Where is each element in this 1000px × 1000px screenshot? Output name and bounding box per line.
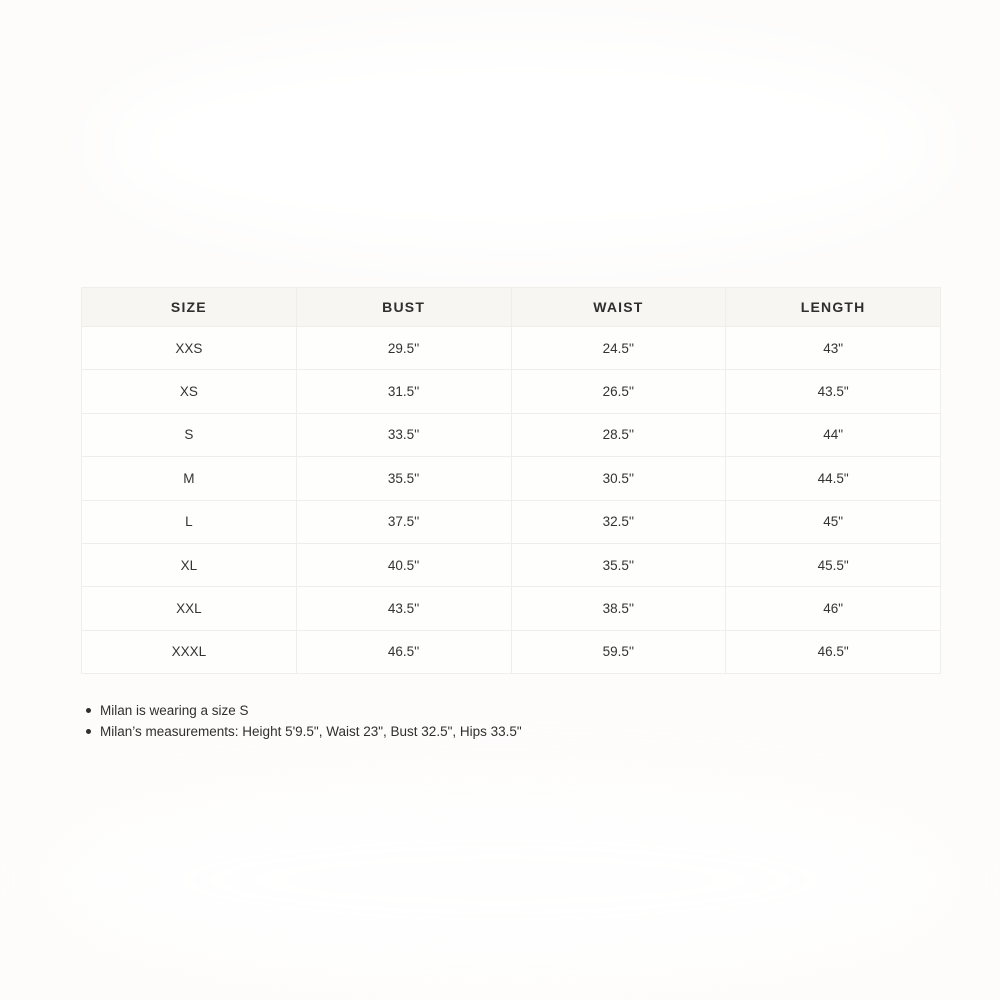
background-highlight [40,780,960,980]
size-chart-body [82,327,941,674]
cell-length: 45" [726,500,941,543]
cell-size: S [82,413,297,456]
cell-size: L [82,500,297,543]
cell-waist: 28.5'' [511,413,726,456]
cell-length: 43.5" [726,370,941,413]
cell-waist: 59.5'' [511,630,726,673]
header-row [82,288,941,327]
cell-length: 46" [726,587,941,630]
note-measurements: Milan’s measurements: Height 5'9.5", Waist 23", Bust 32.5", Hips 33.5" [100,724,522,739]
size-chart-header [82,288,941,327]
model-notes [86,700,522,742]
table-row [82,543,941,586]
cell-bust: 37.5'' [296,500,511,543]
header-waist: WAIST [511,288,726,327]
cell-size: XL [82,543,297,586]
cell-length: 46.5" [726,630,941,673]
cell-bust: 35.5'' [296,457,511,500]
size-chart [81,287,941,674]
cell-bust: 46.5'' [296,630,511,673]
cell-waist: 26.5'' [511,370,726,413]
cell-size: XXXL [82,630,297,673]
cell-bust: 29.5'' [296,327,511,370]
cell-bust: 43.5'' [296,587,511,630]
cell-waist: 35.5'' [511,543,726,586]
cell-length: 45.5" [726,543,941,586]
table-row [82,500,941,543]
cell-bust: 31.5'' [296,370,511,413]
cell-waist: 32.5'' [511,500,726,543]
cell-size: M [82,457,297,500]
header-length: LENGTH [726,288,941,327]
background-highlight [90,40,950,250]
cell-waist: 38.5'' [511,587,726,630]
header-size: SIZE [82,288,297,327]
note-size-worn: Milan is wearing a size S [100,703,249,718]
cell-length: 43" [726,327,941,370]
cell-bust: 33.5'' [296,413,511,456]
cell-size: XS [82,370,297,413]
cell-length: 44.5" [726,457,941,500]
table-row [82,587,941,630]
table-row [82,630,941,673]
bullet-icon [86,708,91,713]
table-row [82,370,941,413]
bullet-icon [86,729,91,734]
cell-length: 44" [726,413,941,456]
cell-waist: 24.5'' [511,327,726,370]
cell-size: XXL [82,587,297,630]
table-row [82,457,941,500]
size-chart-table [81,287,941,674]
cell-size: XXS [82,327,297,370]
list-item [86,721,522,742]
table-row [82,413,941,456]
cell-waist: 30.5'' [511,457,726,500]
table-row [82,327,941,370]
cell-bust: 40.5'' [296,543,511,586]
list-item [86,700,522,721]
header-bust: BUST [296,288,511,327]
